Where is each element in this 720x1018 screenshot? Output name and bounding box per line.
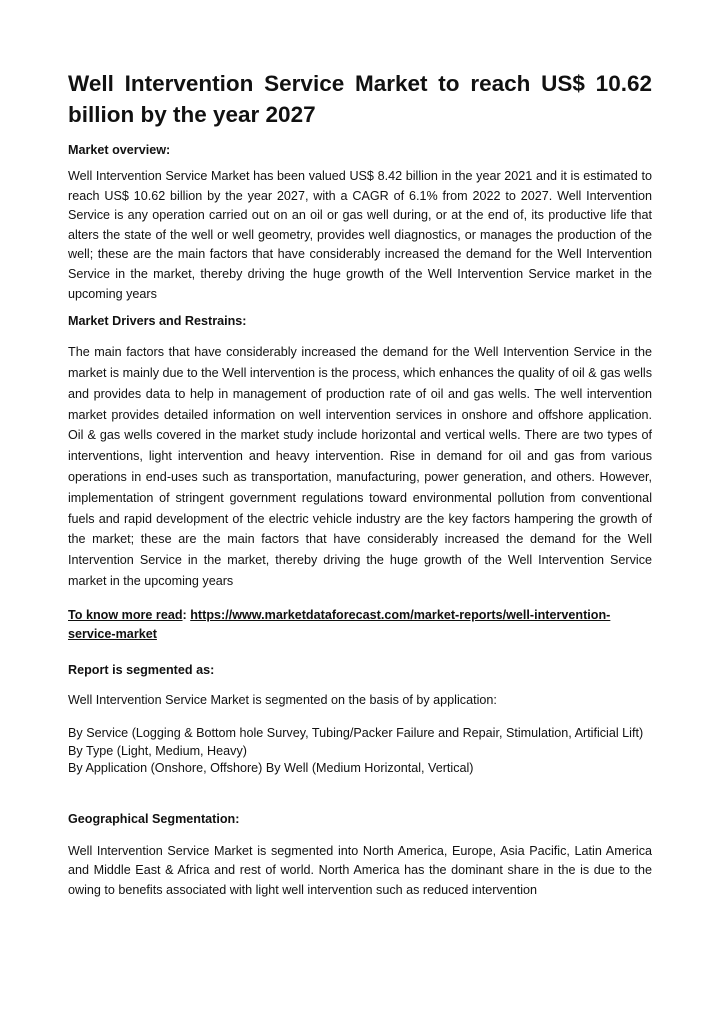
document-title: Well Intervention Service Market to reach US$ 10.62 billion by the year 2027 xyxy=(68,71,652,127)
read-more-label: To know more read xyxy=(68,607,183,622)
report-segmented-heading: Report is segmented as: xyxy=(68,662,215,677)
segment-item-type: By Type (Light, Medium, Heavy) xyxy=(68,743,247,758)
market-overview-heading: Market overview: xyxy=(68,143,171,157)
geographical-segmentation-heading: Geographical Segmentation: xyxy=(68,811,240,826)
read-more-colon: : xyxy=(182,607,187,622)
market-overview-paragraph: Well Intervention Service Market has been valued US$ 8.42 billion in the year 2021 and it is estimated to reach US$ 10.62 billion by the year 2027, with a CAGR of 6.1% from 2022 to 2027. Well Intervention Service is any operation carried out on an oil or gas well during, or at the end of, its productive life that alters the state of the well or well geometry, provides well diagnostics, or manages the production of the well; these are the main factors that have considerably increased the demand for the Well Intervention Service in the market, thereby driving the huge growth of the Well Intervention Service market in the upcoming years xyxy=(68,169,652,301)
geographical-segmentation-paragraph: Well Intervention Service Market is segmented into North America, Europe, Asia Pacific, Latin America and Middle East & Africa and rest of world. North America has the dominant share in the is due to the owing to benefits associated with light well intervention such as reduced intervention xyxy=(68,843,652,897)
report-link[interactable]: https://www.marketdataforecast.com/market-reports/well-intervention-service-market xyxy=(68,607,611,642)
market-drivers-heading: Market Drivers and Restrains: xyxy=(68,314,247,329)
segment-item-service: By Service (Logging & Bottom hole Survey, Tubing/Packer Failure and Repair, Stimulation, Artificial Lift) xyxy=(68,725,644,740)
segment-list xyxy=(68,725,652,778)
read-more-line xyxy=(68,606,652,645)
segment-item-application: By Application (Onshore, Offshore) By Well (Medium Horizontal, Vertical) xyxy=(68,761,474,776)
segmentation-basis-text: Well Intervention Service Market is segmented on the basis of by application: xyxy=(68,692,497,707)
market-drivers-paragraph: The main factors that have considerably increased the demand for the Well Intervention Service in the market is mainly due to the Well intervention is the process, which enhances the quality of oil & gas wells and provides data to help in management of production rate of oil and gas wells. The well intervention market provides detailed information on well intervention services in onshore and offshore application. Oil & gas wells covered in the market study include horizontal and vertical wells. There are two types of interventions, light intervention and heavy intervention. Rise in demand for oil and gas from various operations in end-uses such as transportation, manufacturing, power generation, and others. However, implementation of stringent government regulations toward environmental pollution from conventional fuels and rapid development of the electric vehicle industry are the key factors hampering the growth of the market; these are the main factors that have considerably increased the demand for the Well Intervention Service in the market, thereby driving the huge growth of the Well Intervention Service market in the upcoming years xyxy=(68,345,652,588)
